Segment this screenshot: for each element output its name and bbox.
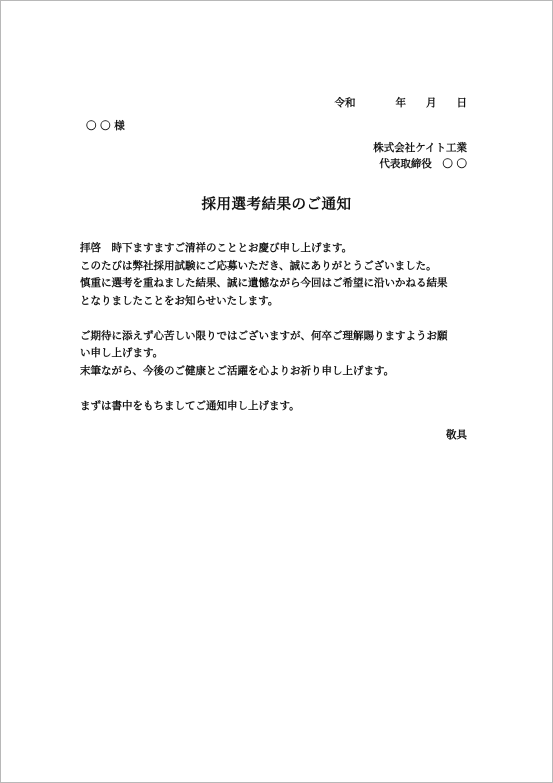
- date-day-unit: 日: [456, 97, 467, 109]
- sender-block: [373, 140, 467, 172]
- date-year-unit: 年: [395, 97, 406, 109]
- paragraph-gap: [80, 380, 480, 398]
- sender-company: 株式会社ケイト工業: [373, 142, 467, 154]
- body-line: まずは書中をもちましてご通知申し上げます。: [80, 399, 300, 412]
- body-line: 末筆ながら、今後のご健康とご活躍を心よりお祈り申し上げます。: [80, 364, 395, 377]
- date-era: 令和: [334, 97, 356, 109]
- sender-representative: 代表取締役 〇 〇: [379, 158, 467, 170]
- body-line: 拝啓 時下ますますご清祥のこととお慶び申し上げます。: [80, 242, 353, 254]
- body-line: 慎重に選考を重ねました結果、誠に遺憾ながら今回はご希望に沿いかねる結果: [80, 277, 448, 289]
- body-line: となりましたことをお知らせいたします。: [80, 294, 279, 307]
- letter-title: 採用選考結果のご通知: [201, 196, 352, 213]
- letter-body: [80, 240, 480, 415]
- body-line: ご期待に添えず心苦しい限りではございますが、何卒ご理解賜りますようお願: [80, 329, 448, 342]
- paragraph-gap: [80, 310, 480, 328]
- letter-date: [335, 95, 468, 110]
- recipient-name: 〇 〇 様: [86, 120, 125, 132]
- date-month-unit: 月: [426, 97, 437, 109]
- letter-closing: 敬具: [446, 429, 467, 441]
- body-line: このたびは弊社採用試験にご応募いただき、誠にありがとうございました。: [80, 259, 437, 272]
- body-line: い申し上げます。: [80, 347, 164, 359]
